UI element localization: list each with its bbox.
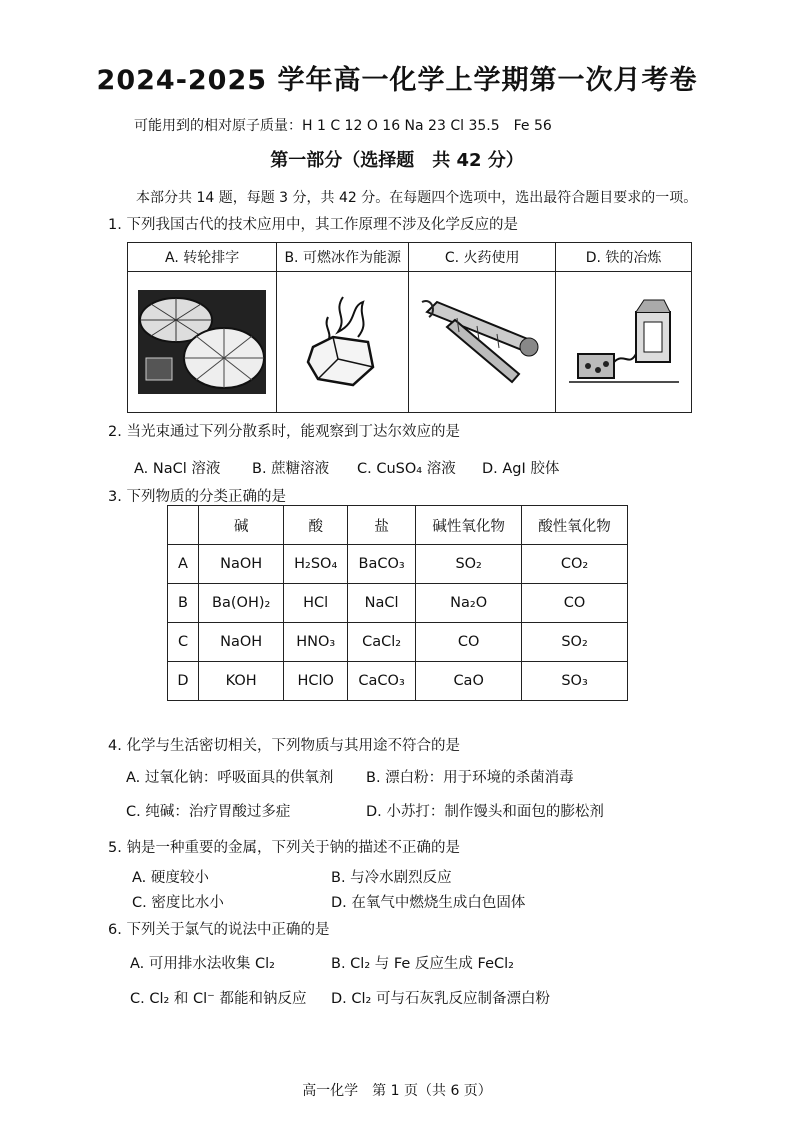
q6-option-b: B. Cl₂ 与 Fe 反应生成 FeCl₂ [331,956,514,972]
table-cell: CaO [416,662,522,701]
table-cell: CaCO₃ [347,662,415,701]
table-cell: NaOH [199,623,284,662]
table-cell: SO₂ [416,545,522,584]
q1-option-b: B. 可燃冰作为能源 [277,243,409,272]
instructions: 本部分共 14 题，每题 3 分，共 42 分。在每题四个选项中，选出最符合题目要求的一项。 [136,190,698,206]
table-cell: Ba(OH)₂ [199,584,284,623]
table-cell: KOH [199,662,284,701]
table-header-cell: 酸 [284,506,348,545]
part-title: 第一部分（选择题 共 42 分） [270,150,524,171]
table-row [168,545,628,584]
table-cell: CO₂ [522,545,628,584]
table-row [168,662,628,701]
table-cell: SO₂ [522,623,628,662]
q1-option-c: C. 火药使用 [409,243,556,272]
table-cell: A [168,545,199,584]
table-header-row [168,506,628,545]
table-cell: D [168,662,199,701]
page-footer: 高一化学 第 1 页（共 6 页） [302,1083,492,1099]
table-cell: SO₃ [522,662,628,701]
q6-option-a: A. 可用排水法收集 Cl₂ [130,956,275,972]
q4-stem: 4. 化学与生活密切相关，下列物质与其用途不符合的是 [108,738,460,754]
table-cell: BaCO₃ [347,545,415,584]
q2-option-d: D. AgI 胶体 [482,461,560,477]
q5-option-d: D. 在氧气中燃烧生成白色固体 [331,895,526,911]
atomic-masses: 可能用到的相对原子质量：H 1 C 12 O 16 Na 23 Cl 35.5 Fe 56 [134,118,552,134]
q2-stem: 2. 当光束通过下列分散系时，能观察到丁达尔效应的是 [108,424,460,440]
q2-option-b: B. 蔗糖溶液 [252,461,330,477]
table-cell: HCl [284,584,348,623]
q6-option-d: D. Cl₂ 可与石灰乳反应制备漂白粉 [331,991,550,1007]
table-cell: CO [416,623,522,662]
table-cell: HNO₃ [284,623,348,662]
q5-option-a: A. 硬度较小 [132,870,209,886]
q1-image-iron-smelting [556,272,692,413]
table-cell: HClO [284,662,348,701]
q1-option-a: A. 转轮排字 [128,243,277,272]
q4-option-a: A. 过氧化钠：呼吸面具的供氧剂 [126,770,334,786]
q2-option-a: A. NaCl 溶液 [134,461,221,477]
q4-option-b: B. 漂白粉：用于环境的杀菌消毒 [366,770,574,786]
q4-option-c: C. 纯碱：治疗胃酸过多症 [126,804,291,820]
table-cell: NaOH [199,545,284,584]
q1-stem: 1. 下列我国古代的技术应用中，其工作原理不涉及化学反应的是 [108,217,518,233]
table-header-cell: 酸性氧化物 [522,506,628,545]
q1-image-combustible-ice [277,272,409,413]
table-cell: C [168,623,199,662]
q3-classification-table [167,505,628,701]
table-header-cell: 碱性氧化物 [416,506,522,545]
table-header-cell [168,506,199,545]
q1-image-movable-type [128,272,277,413]
table-cell: Na₂O [416,584,522,623]
table-cell: CaCl₂ [347,623,415,662]
table-cell: CO [522,584,628,623]
q4-option-d: D. 小苏打：制作馒头和面包的膨松剂 [366,804,604,820]
table-cell: B [168,584,199,623]
q6-stem: 6. 下列关于氯气的说法中正确的是 [108,922,330,938]
table-header-cell: 盐 [347,506,415,545]
q5-option-b: B. 与冷水剧烈反应 [331,870,452,886]
exam-title: 2024-2025 学年高一化学上学期第一次月考卷 [96,65,698,96]
q5-option-c: C. 密度比水小 [132,895,224,911]
table-header-cell: 碱 [199,506,284,545]
q1-options-table [127,242,692,413]
table-cell: NaCl [347,584,415,623]
q5-stem: 5. 钠是一种重要的金属，下列关于钠的描述不正确的是 [108,840,460,856]
q6-option-c: C. Cl₂ 和 Cl⁻ 都能和钠反应 [130,991,307,1007]
table-row [168,623,628,662]
table-row [168,584,628,623]
q1-option-d: D. 铁的冶炼 [556,243,692,272]
q3-stem: 3. 下列物质的分类正确的是 [108,489,286,505]
q2-option-c: C. CuSO₄ 溶液 [357,461,456,477]
table-cell: H₂SO₄ [284,545,348,584]
q1-image-gunpowder [409,272,556,413]
